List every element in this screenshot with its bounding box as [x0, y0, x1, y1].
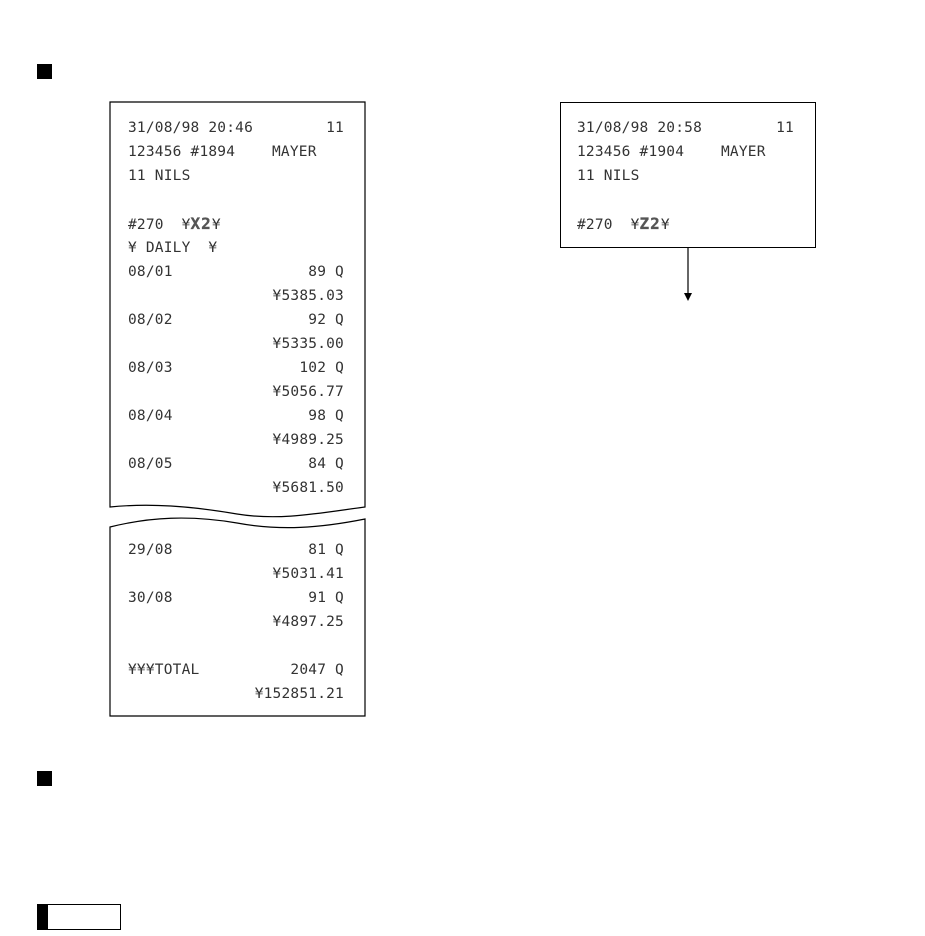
entry-qty: 81 Q	[308, 542, 344, 558]
left-clerk-number: 11	[326, 120, 344, 136]
entry-date: 08/01	[128, 264, 173, 280]
entry-qty: 84 Q	[308, 456, 344, 472]
entry-date: 08/05	[128, 456, 173, 472]
page-tab-fill	[38, 905, 48, 929]
page-tab-marker	[37, 904, 121, 930]
right-id-line: 123456 #1904	[577, 144, 685, 160]
left-report-title	[128, 212, 221, 237]
down-arrow-icon	[681, 248, 695, 302]
left-report-mark-suffix: ¥	[211, 217, 221, 233]
entry-amount: ¥5335.00	[272, 336, 344, 352]
right-report-number: #270	[577, 217, 613, 233]
entry-amount: ¥5385.03	[272, 288, 344, 304]
left-report-mark: X2	[190, 214, 212, 233]
right-report-mark-suffix: ¥	[660, 217, 670, 233]
entry-amount: ¥5031.41	[272, 566, 344, 582]
total-qty: 2047 Q	[290, 662, 344, 678]
right-datetime: 31/08/98 20:58	[577, 120, 703, 136]
entry-qty: 89 Q	[308, 264, 344, 280]
entry-date: 30/08	[128, 590, 173, 606]
entry-date: 29/08	[128, 542, 173, 558]
entry-qty: 91 Q	[308, 590, 344, 606]
entry-amount: ¥5681.50	[272, 480, 344, 496]
left-clerk-line: 11 NILS	[128, 168, 191, 184]
entry-qty: 92 Q	[308, 312, 344, 328]
right-report-mark-prefix: ¥	[630, 217, 640, 233]
entry-amount: ¥5056.77	[272, 384, 344, 400]
entry-qty: 98 Q	[308, 408, 344, 424]
left-clerk-name: MAYER	[272, 144, 317, 160]
left-report-number: #270	[128, 217, 164, 233]
entry-qty: 102 Q	[299, 360, 344, 376]
left-id-line: 123456 #1894	[128, 144, 236, 160]
right-clerk-name: MAYER	[721, 144, 766, 160]
entry-date: 08/02	[128, 312, 173, 328]
entry-date: 08/04	[128, 408, 173, 424]
total-label: ¥¥¥TOTAL	[128, 662, 200, 678]
right-report-mark: Z2	[639, 214, 661, 233]
entry-amount: ¥4989.25	[272, 432, 344, 448]
right-clerk-number: 11	[776, 120, 794, 136]
entry-date: 08/03	[128, 360, 173, 376]
right-clerk-line: 11 NILS	[577, 168, 640, 184]
left-report-mark-prefix: ¥	[181, 217, 191, 233]
entry-amount: ¥4897.25	[272, 614, 344, 630]
total-amount: ¥152851.21	[254, 686, 344, 702]
right-report-title	[577, 212, 670, 237]
left-datetime: 31/08/98 20:46	[128, 120, 254, 136]
left-daily-label: ¥ DAILY ¥	[128, 240, 218, 256]
